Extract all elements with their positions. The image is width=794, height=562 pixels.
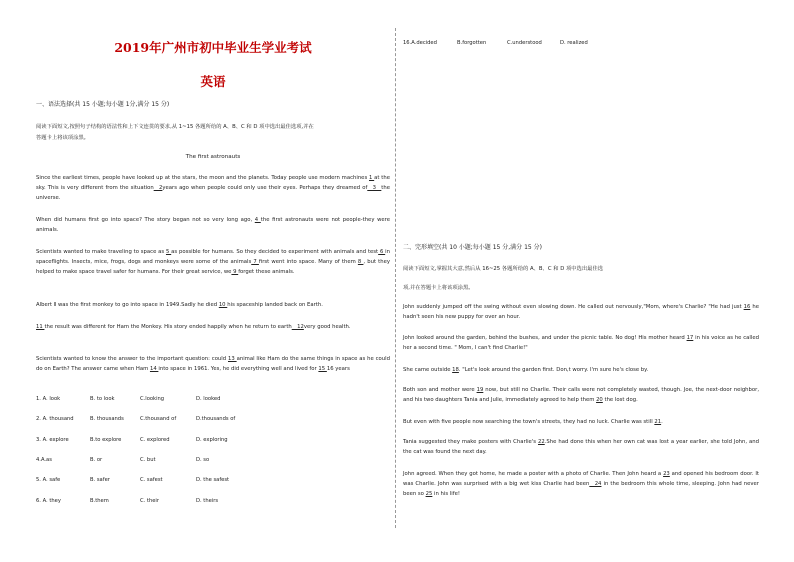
text-run: John looked around the garden, behind the bushes, and under the picnic table. No dog! His mother heard [403, 335, 687, 341]
text-run: the first astronauts were not people-they were animals. [36, 217, 390, 233]
blank: 4 [254, 217, 261, 223]
blank: 5 [165, 249, 172, 255]
blank: 1 [369, 175, 375, 181]
section2-instruction-2: 项,并在答题卡上将该项涂黑。 [403, 285, 474, 291]
text-run: at the sky. This is very different from the situation [36, 175, 390, 191]
text-run: forget these animals. [238, 269, 295, 275]
option-c: C.understood [507, 40, 542, 46]
option-b: B. to look [90, 396, 115, 402]
option-b: B. or [90, 456, 103, 463]
blank: __12 [291, 324, 304, 330]
text-run: he hadn't seen his new puppy for over an hour. [403, 304, 759, 320]
option-c: C. their [140, 497, 160, 504]
text-run: , but they helped to make space travel safer for humans. For their great service, we [36, 259, 390, 275]
blank: 9 [231, 269, 239, 275]
option-d: D. the safest [196, 477, 230, 484]
text-run: the lost dog. [602, 397, 638, 403]
blank: 21 [654, 419, 662, 425]
text-run: years ago when people could only use their eyes. Perhaps they dreamed of [162, 185, 368, 191]
blank: 18 [452, 367, 459, 373]
text-run: .She had done this when her own cat was lost a year earlier, she told John, and the cat was found the next day. [403, 439, 759, 455]
text-run: John suddenly jumped off the swing without even slowing down. He called out nervously,"Mom, where's Charlie? "He had just [403, 304, 744, 310]
blank: 16 [743, 304, 751, 310]
right-paragraph-1 [403, 302, 759, 322]
left-paragraph-3 [36, 247, 390, 277]
text-run: as possible for humans. So they decided to experiment with animals and test [171, 249, 379, 255]
text-run: and opened his bedroom door. It was Charlie. John was surprised with a big wet kiss Charlie had been [403, 471, 759, 487]
blank: 23 [663, 471, 670, 477]
section1-instruction-2: 答题卡上将该项涂黑。 [36, 135, 89, 141]
left-paragraph-1 [36, 173, 390, 203]
section2-heading: 二、完形填空(共 10 小题;每小题 15 分,满分 15 分) [403, 244, 542, 251]
text-run: in spaceflights. Insects, mice, frogs, dogs and monkeys were some of the animals [36, 249, 390, 265]
option-a: 3. A. explore [36, 436, 69, 443]
option-a: 1. A. look [36, 396, 61, 402]
blank: 13 [228, 356, 237, 362]
blank: 14 [149, 366, 159, 372]
blank: 15 [318, 366, 327, 372]
option-b: B.them [90, 497, 109, 504]
blank: 8 [357, 259, 364, 265]
text-run: Tania suggested they make posters with Charlie's [403, 439, 538, 445]
option-b: B.to explore [90, 436, 122, 443]
option-d: D. looked [196, 396, 221, 402]
text-run: the universe. [36, 185, 390, 201]
subject-title: 英语 [200, 74, 226, 89]
option-d: D. so [196, 456, 210, 463]
text-run: She came outside [403, 367, 453, 373]
right-paragraph-3 [403, 365, 759, 375]
blank: 10 [218, 302, 228, 308]
blank: 17 [686, 335, 694, 341]
blank: __2 [153, 185, 163, 191]
option-d: D. theirs [196, 497, 219, 504]
left-paragraph-5 [36, 322, 390, 332]
right-paragraph-5 [403, 417, 759, 427]
blank: 7 [251, 259, 259, 265]
option-b: B. thousands [90, 416, 124, 423]
section1-instruction-1: 阅读下面短文,按照句子结构的语法性和上下文连贯的要求,从 1~15 各题所给的 A、B、C 和 D 项中选出最佳选项,并在 [36, 124, 314, 130]
text-run: in the bedroom this whole time, sleeping. John had never been so [403, 481, 759, 497]
right-paragraph-7 [403, 469, 759, 499]
option-a: 5. A. safe [36, 477, 61, 484]
section1-heading: 一、语法选择(共 15 小题;每小题 1分,满分 15 分) [36, 101, 170, 108]
option-b: B.forgotten [457, 40, 487, 46]
option-a: 4.A.as [36, 456, 52, 463]
text-run: the result was different for Ham the Monkey. His story ended happily when he return to earth [44, 324, 292, 330]
blank: 6 [378, 249, 386, 255]
option-c: C.thousand of [140, 416, 177, 423]
text-run: Since the earliest times, people have looked up at the stars, the moon and the planets. Today people use modern machines [36, 175, 369, 181]
blank: __24 [589, 481, 602, 487]
text-run: John agreed. When they got home, he made a poster with a photo of Charlie. Then John heard a [403, 471, 664, 477]
text-run: . "Let's look around the garden first. Don,t worry. I'm sure he's close by. [458, 367, 649, 373]
text-run: But even with five people now searching the town's streets, they had no luck. Charlie was still [403, 419, 655, 425]
text-run: . [661, 419, 663, 425]
option-d: D.thousands of [196, 416, 236, 423]
blank: 22 [537, 439, 545, 445]
column-divider [395, 28, 396, 528]
text-run: Albert Ⅱ was the first monkey to go into space in 1949.Sadly he died [36, 302, 219, 308]
text-run: Scientists wanted to know the answer to the important question: could [36, 356, 228, 362]
text-run: in his voice as he called her a second time. " Mom, I can't find Charlie!" [403, 335, 759, 351]
section2-instruction-1: 阅读下面短文,掌握其大意,然后从 16~25 各题所给的 A、B、C 和 D 项中选出最佳选 [403, 266, 604, 272]
option-c: C.looking [140, 396, 165, 402]
left-paragraph-4 [36, 300, 390, 310]
text-run: 16 years [326, 366, 350, 372]
text-run: Scientists wanted to make traveling to space as [36, 249, 166, 255]
text-run: When did humans first go into space? The story began not so very long ago, [36, 217, 255, 223]
text-run: in his life! [432, 491, 461, 497]
text-run: Both son and mother were [403, 387, 477, 393]
blank: __3__ [367, 185, 382, 191]
text-run: his spaceship landed back on Earth. [227, 302, 323, 308]
option-c: C. but [140, 456, 156, 463]
option-a: 16.A.decided [403, 40, 437, 46]
option-d: D. realized [560, 40, 588, 46]
option-c: C. explored [140, 436, 170, 443]
right-paragraph-6 [403, 437, 759, 457]
option-d: D. exploring [196, 436, 228, 443]
exam-title: 2019年广州市初中毕业生学业考试 [114, 40, 312, 55]
blank: 11 [36, 324, 45, 330]
blank: 19 [476, 387, 484, 393]
right-paragraph-4 [403, 385, 759, 405]
right-paragraph-2 [403, 333, 759, 353]
option-a: 6. A. they [36, 497, 61, 504]
option-c: C. safest [140, 477, 163, 484]
text-run: into space in 1961. Yes, he did everything well and lived for [158, 366, 319, 372]
text-run: animal like Ham do the same things in space as he could do on Earth? The answer came when Ham [36, 356, 390, 372]
blank: 20 [596, 397, 603, 403]
option-a: 2. A. thousand [36, 416, 74, 423]
left-paragraph-6 [36, 354, 390, 374]
text-run: now, but still no Charlie. Their calls were not completely wasted, though. Joe, the next-door neighbor, and his two daughters Tania and Julie, immediately agreed to help them [403, 387, 760, 403]
text-run: first went into space. Many of them [258, 259, 358, 265]
blank: 25 [425, 491, 433, 497]
left-paragraph-2 [36, 215, 390, 235]
passage-title: The first astronauts [185, 154, 241, 160]
text-run: very good health. [303, 324, 351, 330]
option-b: B. safer [90, 477, 110, 484]
